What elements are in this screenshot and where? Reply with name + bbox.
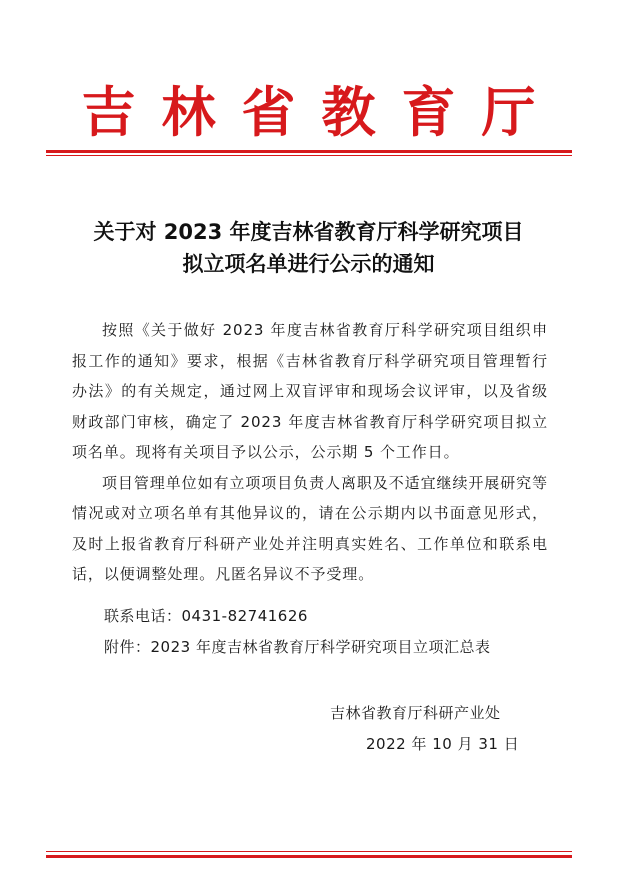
letterhead-rule-thin xyxy=(46,155,572,156)
footer-rule-thick xyxy=(46,855,572,858)
signature-department: 吉林省教育厅科研产业处 xyxy=(330,704,501,722)
notice-title-line2: 拟立项名单进行公示的通知 xyxy=(182,252,435,276)
letterhead-title: 吉林省教育厅 xyxy=(81,80,562,144)
notice-title-line1: 关于对 2023 年度吉林省教育厅科学研究项目 xyxy=(93,220,524,244)
letterhead-rule-thick xyxy=(46,150,572,153)
signature-date: 2022 年 10 月 31 日 xyxy=(366,735,520,753)
paragraph-1: 按照《关于做好 2023 年度吉林省教育厅科学研究项目组织申报工作的通知》要求，根据《吉林省教育厅科学研究项目管理暂行办法》的有关规定，通过网上双盲评审和现场会议评审，以及省级财政部门审核，确定了 2023 年度吉林省教育厅科学研究项目拟立项名单。现将有关项目予以公示，公示期 5 个工作日。 xyxy=(72,321,548,461)
contact-phone: 联系电话：0431-82741626 xyxy=(104,607,308,625)
paragraph-2: 项目管理单位如有立项项目负责人离职及不适宜继续开展研究等情况或对立项名单有其他异议的，请在公示期内以书面意见形式，及时上报省教育厅科研产业处并注明真实姓名、工作单位和联系电话，以便调整处理。凡匿名异议不予受理。 xyxy=(72,473,548,583)
notice-body xyxy=(72,315,548,590)
footer-rule-thin xyxy=(46,851,572,852)
attachment-line: 附件：2023 年度吉林省教育厅科学研究项目立项汇总表 xyxy=(104,638,491,656)
